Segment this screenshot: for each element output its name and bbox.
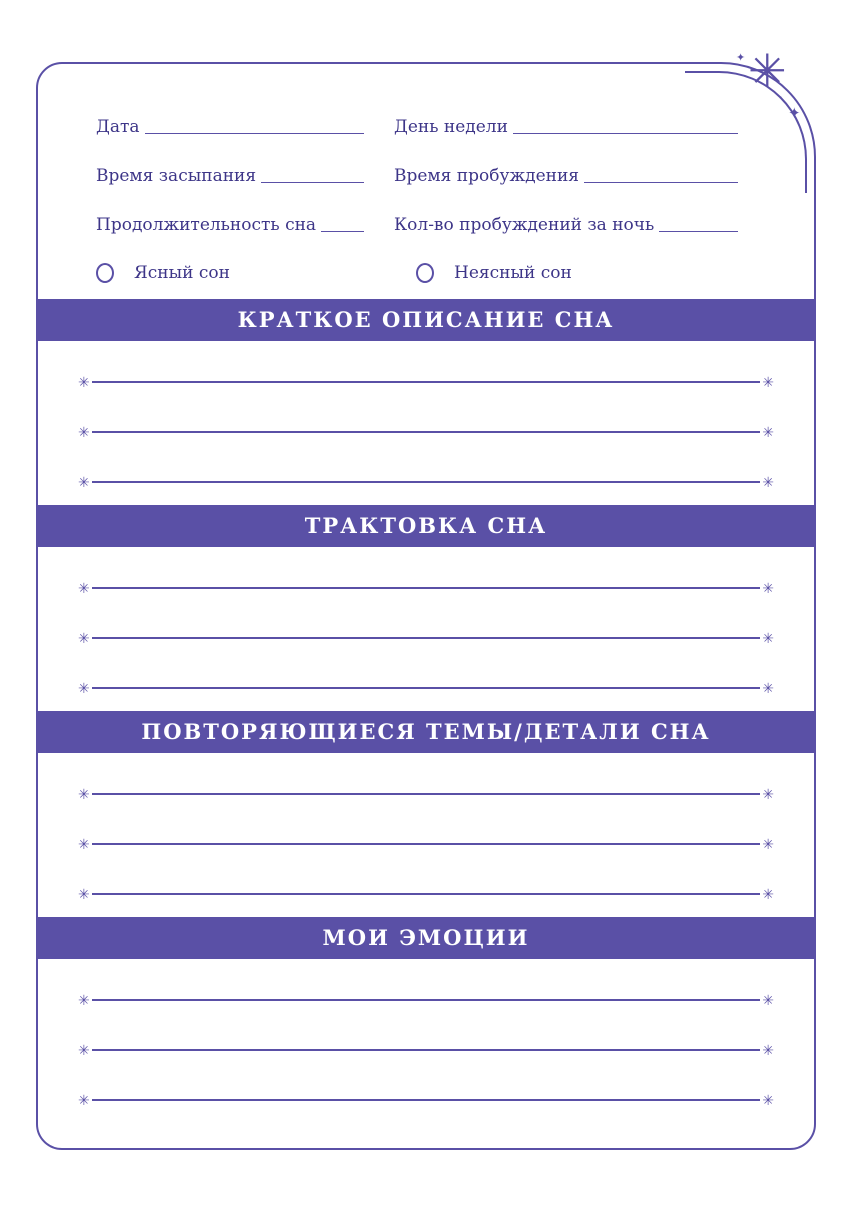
writing-line	[78, 887, 774, 903]
big-star-icon: ✳	[748, 44, 787, 98]
field-label: Время пробуждения	[394, 166, 580, 186]
star-marker-icon: ✳	[78, 375, 90, 391]
fill-in-line[interactable]	[92, 637, 761, 639]
page-frame	[36, 62, 816, 1150]
star-marker-icon: ✳	[762, 375, 774, 391]
radio-clear-dream[interactable]	[96, 263, 114, 283]
field-date	[96, 116, 364, 138]
writing-line	[78, 1043, 774, 1059]
fill-in-line[interactable]	[92, 1049, 761, 1051]
field-fall-asleep-time	[96, 165, 364, 187]
star-marker-icon: ✳	[78, 425, 90, 441]
writing-line	[78, 681, 774, 697]
radio-unclear-dream[interactable]	[416, 263, 434, 283]
star-marker-icon: ✳	[762, 425, 774, 441]
fill-in-line[interactable]	[92, 999, 761, 1001]
radio-label: Ясный сон	[134, 263, 230, 283]
fill-in-line[interactable]	[92, 893, 761, 895]
section-title-dream-interpretation: ТРАКТОВКА СНА	[38, 505, 814, 547]
field-awakenings-count	[394, 214, 738, 236]
star-marker-icon: ✳	[78, 1043, 90, 1059]
writing-line	[78, 1093, 774, 1109]
field-label: Кол-во пробуждений за ночь	[394, 215, 655, 235]
star-marker-icon: ✳	[762, 681, 774, 697]
field-label: Продолжительность сна	[96, 215, 317, 235]
fill-in-line[interactable]	[92, 843, 761, 845]
field-row-duration	[96, 214, 738, 236]
section-title-dream-description: КРАТКОЕ ОПИСАНИЕ СНА	[38, 299, 814, 341]
small-sparkle-icon: ✦	[788, 104, 801, 122]
dream-clarity-options	[96, 263, 738, 283]
fill-in-line[interactable]	[92, 481, 761, 483]
fill-in-line[interactable]	[659, 231, 738, 232]
writing-line	[78, 787, 774, 803]
radio-label: Неясный сон	[454, 263, 572, 283]
fill-in-line[interactable]	[92, 793, 761, 795]
star-marker-icon: ✳	[78, 681, 90, 697]
fill-in-line[interactable]	[145, 133, 365, 134]
fill-in-line[interactable]	[92, 381, 761, 383]
star-marker-icon: ✳	[762, 887, 774, 903]
star-marker-icon: ✳	[78, 837, 90, 853]
fill-in-line[interactable]	[584, 182, 738, 183]
writing-line	[78, 993, 774, 1009]
field-row-date	[96, 116, 738, 138]
small-sparkle-icon: ✦	[736, 51, 746, 64]
field-label: Время засыпания	[96, 166, 257, 186]
field-label: Дата	[96, 117, 140, 137]
fill-in-line[interactable]	[92, 1099, 761, 1101]
writing-line	[78, 837, 774, 853]
star-marker-icon: ✳	[762, 787, 774, 803]
fill-in-line[interactable]	[92, 687, 761, 689]
star-marker-icon: ✳	[78, 631, 90, 647]
star-marker-icon: ✳	[78, 475, 90, 491]
option-clear-dream	[96, 263, 416, 283]
writing-line	[78, 375, 774, 391]
section-title-my-emotions: МОИ ЭМОЦИИ	[38, 917, 814, 959]
star-marker-icon: ✳	[762, 581, 774, 597]
fill-in-line[interactable]	[92, 431, 761, 433]
writing-line	[78, 425, 774, 441]
field-wake-time	[394, 165, 738, 187]
fill-in-line[interactable]	[92, 587, 761, 589]
field-sleep-duration	[96, 214, 364, 236]
writing-line	[78, 581, 774, 597]
star-marker-icon: ✳	[78, 787, 90, 803]
header-fields	[38, 64, 814, 299]
star-marker-icon: ✳	[78, 1093, 90, 1109]
field-label: День недели	[394, 117, 508, 137]
section-lines-dream-description	[38, 341, 814, 505]
star-marker-icon: ✳	[762, 631, 774, 647]
star-marker-icon: ✳	[762, 475, 774, 491]
star-marker-icon: ✳	[762, 993, 774, 1009]
field-weekday	[394, 116, 738, 138]
star-marker-icon: ✳	[78, 887, 90, 903]
star-marker-icon: ✳	[762, 837, 774, 853]
fill-in-line[interactable]	[513, 133, 738, 134]
fill-in-line[interactable]	[321, 231, 364, 232]
star-marker-icon: ✳	[78, 993, 90, 1009]
star-marker-icon: ✳	[762, 1093, 774, 1109]
section-title-recurring-themes: ПОВТОРЯЮЩИЕСЯ ТЕМЫ/ДЕТАЛИ СНА	[38, 711, 814, 753]
field-row-sleep-times	[96, 165, 738, 187]
fill-in-line[interactable]	[261, 182, 364, 183]
writing-line	[78, 631, 774, 647]
option-unclear-dream	[416, 263, 572, 283]
writing-line	[78, 475, 774, 491]
star-marker-icon: ✳	[78, 581, 90, 597]
section-lines-recurring-themes	[38, 753, 814, 917]
star-marker-icon: ✳	[762, 1043, 774, 1059]
section-lines-dream-interpretation	[38, 547, 814, 711]
section-lines-my-emotions	[38, 959, 814, 1123]
